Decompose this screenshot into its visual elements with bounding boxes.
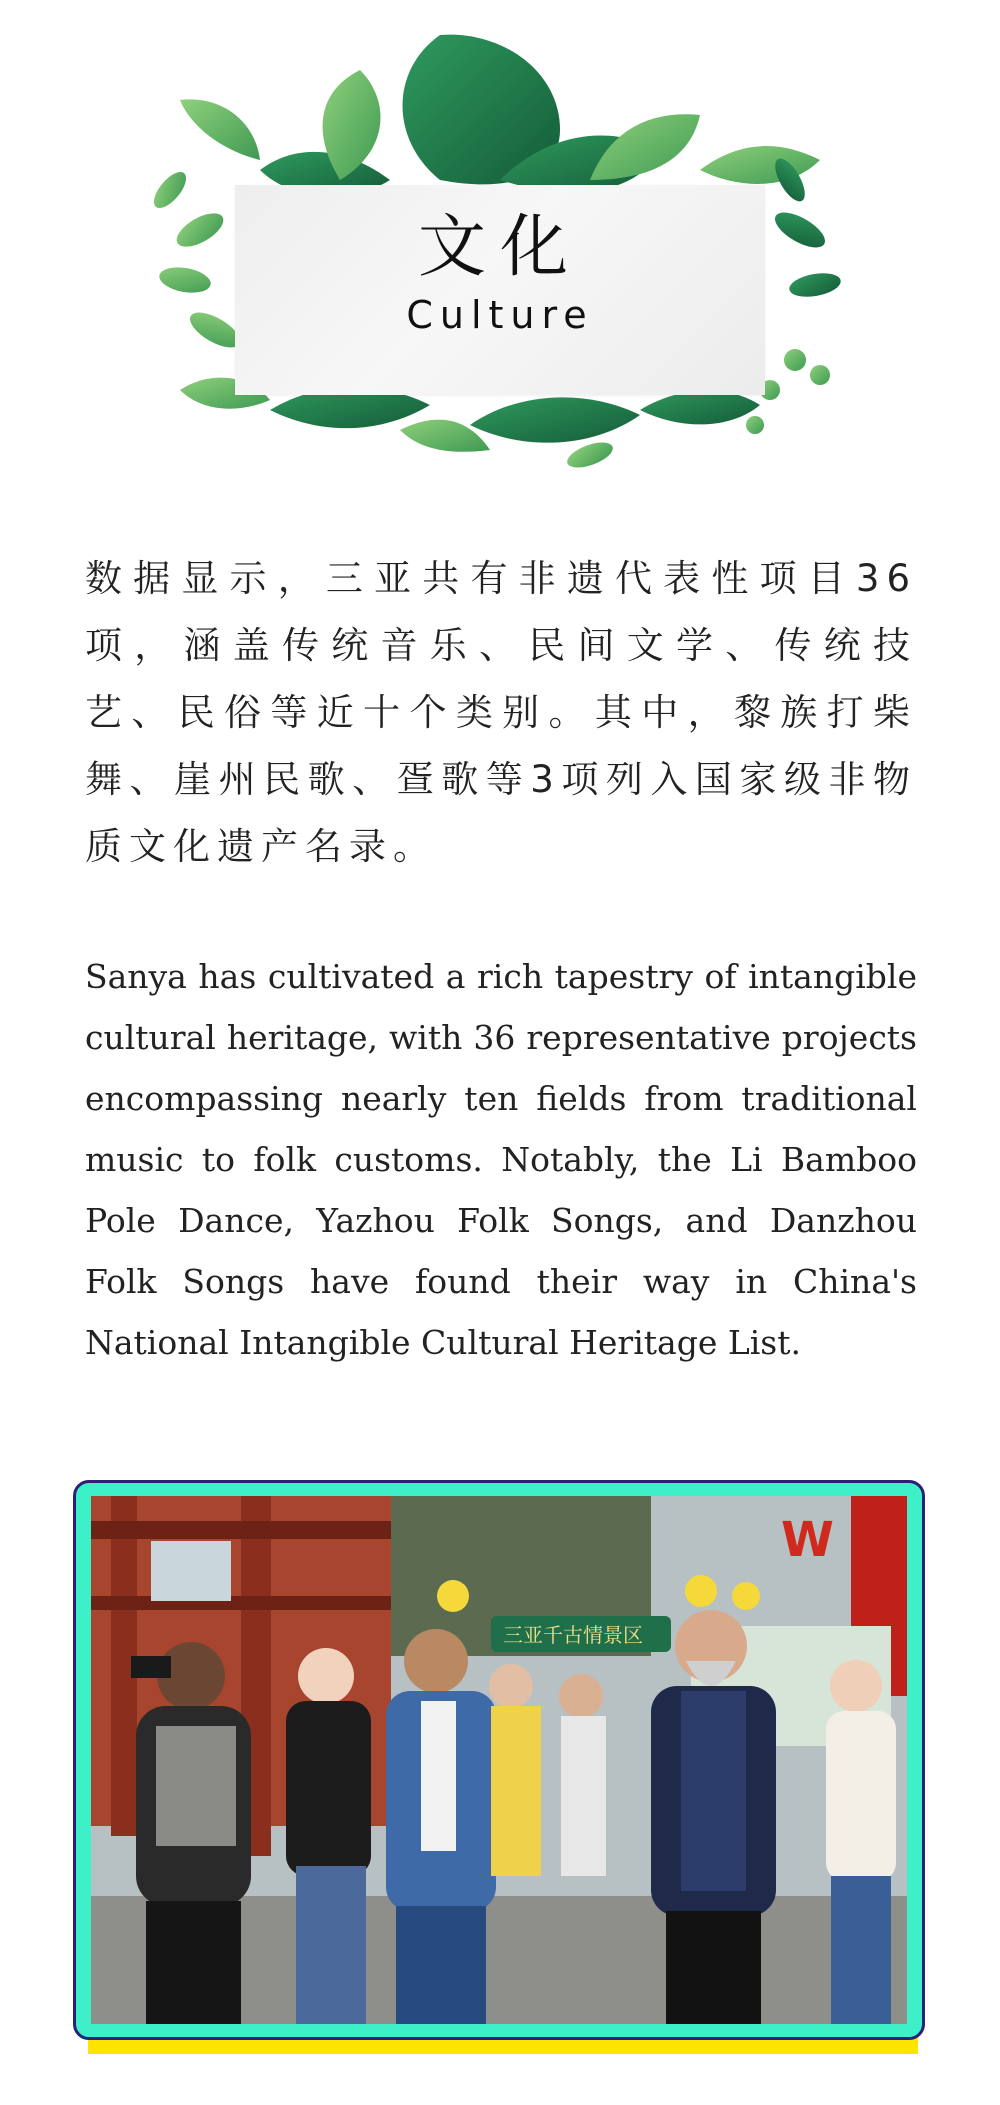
title-card: [235, 185, 765, 395]
scenic-area-sign: 三亚千古情景区: [503, 1623, 643, 1647]
group-photo: [91, 1496, 907, 2024]
page-title: 文化: [417, 208, 582, 287]
page-subtitle: Culture: [406, 292, 594, 337]
section-header: [140, 30, 860, 470]
photo-frame: [73, 1480, 925, 2040]
sign-letter: W: [781, 1512, 834, 1568]
paragraph-english: Sanya has cultivated a rich tapestry of intangible cultural heritage, with 36 representative projects encompassing nearly ten fields from traditional music to folk customs. Notably, the Li Bamboo Pole Dance, Yazhou Folk Songs, and Danzhou Folk Songs have found their way in China's National Intangible Cultural Heritage List.: [85, 957, 917, 1362]
paragraph-chinese: 数据显示，三亚共有非遗代表性项目36项，涵盖传统音乐、民间文学、传统技艺、民俗等近十个类别。其中，黎族打柴舞、崖州民歌、疍歌等3项列入国家级非物质文化遗产名录。: [85, 557, 917, 868]
